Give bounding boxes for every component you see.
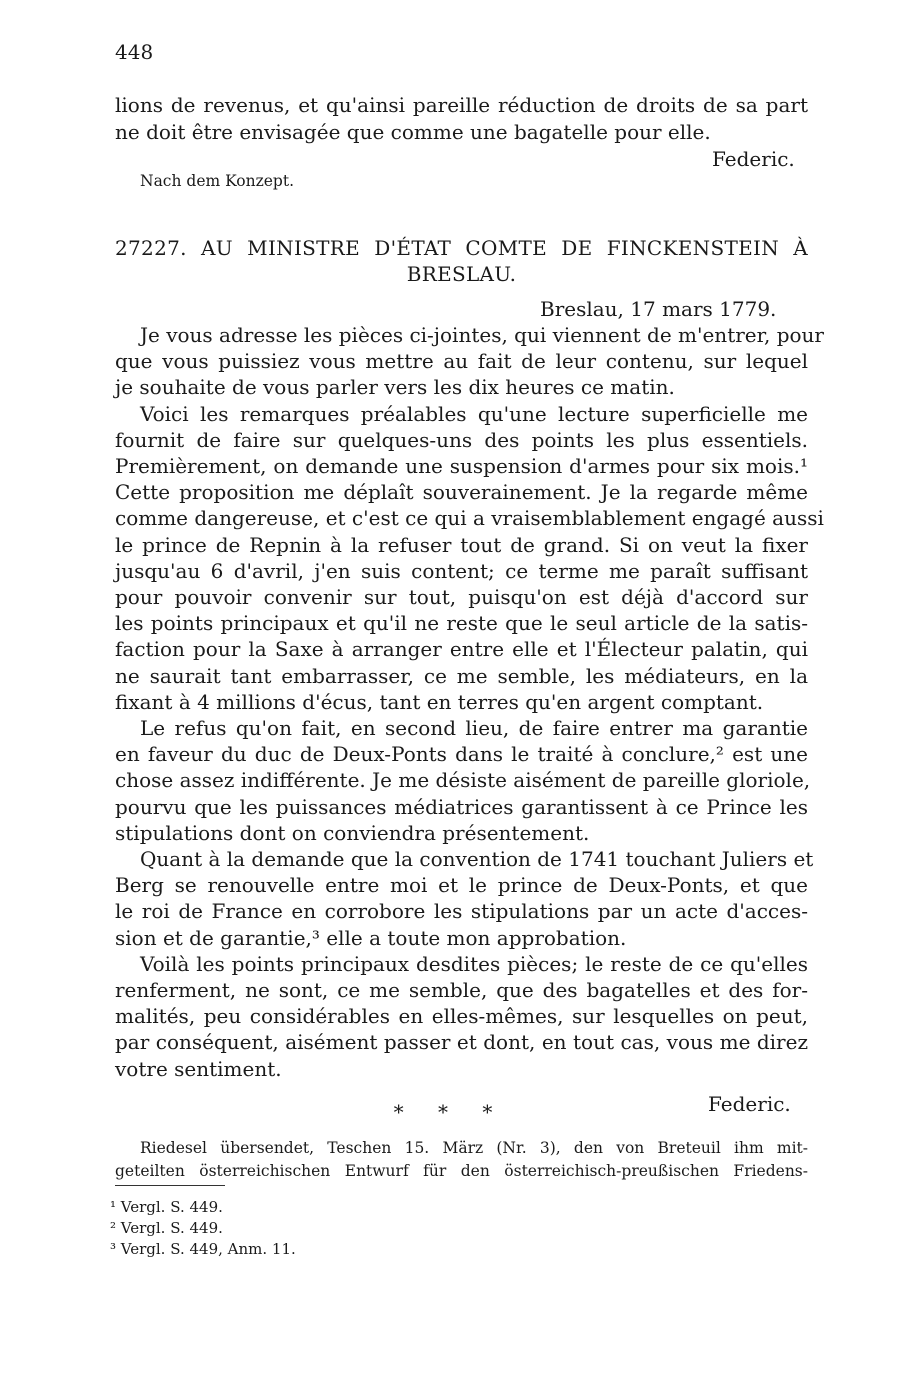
body-line — [115, 899, 808, 923]
body-line-text: je souhaite de vous parler vers les dix heures ce matin. — [115, 375, 675, 400]
body-line — [115, 506, 824, 531]
body-line-text: pour pouvoir convenir sur tout, puisqu'on est déjà d'accord sur — [115, 585, 808, 609]
body-line-text: fournit de faire sur quelques-uns des points les plus essentiels. — [115, 427, 808, 452]
body-line — [115, 428, 808, 452]
body-line-text: Le refus qu'on fait, en second lieu, de faire entrer ma garantie — [140, 716, 808, 740]
body-line-text: Cette proposition me déplaît souverainement. Je la regarde même — [115, 480, 808, 505]
body-line — [115, 375, 675, 399]
body-line-text: le prince de Repnin à la refuser tout de grand. Si on veut la fixer — [115, 532, 808, 557]
letter-signature: Federic. — [708, 1092, 791, 1116]
intro-line — [115, 93, 808, 117]
body-line — [115, 637, 808, 661]
body-line — [115, 821, 589, 845]
footnote: ¹ Vergl. S. 449. — [110, 1198, 223, 1216]
footnote: ³ Vergl. S. 449, Anm. 11. — [110, 1240, 296, 1258]
body-line-text: le roi de France en corrobore les stipulations par un acte d'acces- — [115, 899, 808, 924]
note-line — [115, 1162, 808, 1180]
body-line-text: Premièrement, on demande une suspension d'armes pour six mois.¹ — [115, 454, 808, 478]
letter-heading-line1: 27227. AU MINISTRE D'ÉTAT COMTE DE FINCKENSTEIN À — [115, 236, 808, 260]
body-line — [140, 952, 808, 976]
body-line-text: Quant à la demande que la convention de 1741 touchant Juliers et — [140, 847, 814, 871]
body-line-text: renferment, ne sont, ce me semble, que des bagatelles et des for- — [115, 978, 808, 1002]
body-line-text: stipulations dont on conviendra présentement. — [115, 820, 590, 845]
body-line — [115, 926, 626, 950]
body-line-text: sion et de garantie,³ elle a toute mon approbation. — [115, 925, 627, 950]
body-line — [115, 585, 808, 609]
body-line-text: les points principaux et qu'il ne reste que le seul article de la satis- — [115, 611, 808, 636]
section-separator: * * * — [393, 1100, 507, 1124]
footnote-divider — [115, 1185, 225, 1186]
body-line-text: Berg se renouvelle entre moi et le prince de Deux-Ponts, et que — [115, 873, 808, 898]
body-line — [115, 742, 808, 766]
body-line-text: faction pour la Saxe à arranger entre elle et l'Électeur palatin, qui — [115, 637, 808, 662]
body-line — [140, 402, 808, 426]
body-line-text: en faveur du duc de Deux-Ponts dans le traité à conclure,² est une — [115, 742, 808, 767]
note-line — [140, 1139, 808, 1157]
source-note: Nach dem Konzept. — [140, 172, 295, 190]
body-line — [115, 1057, 282, 1081]
intro-line — [115, 120, 711, 144]
body-line-text: que vous puissiez vous mettre au fait de leur contenu, sur lequel — [115, 349, 808, 374]
body-line — [115, 349, 808, 373]
intro-signature: Federic. — [712, 147, 795, 171]
body-line — [115, 978, 808, 1002]
body-line — [115, 480, 808, 504]
letter-dateline: Breslau, 17 mars 1779. — [540, 297, 777, 321]
body-line-text: votre sentiment. — [115, 1056, 282, 1081]
body-line — [115, 533, 808, 557]
body-line — [115, 611, 808, 635]
body-line — [115, 690, 763, 714]
body-line-text: Voilà les points principaux desdites pièces; le reste de ce qu'elles — [140, 951, 808, 976]
page-number: 448 — [115, 40, 154, 64]
body-line-text: fixant à 4 millions d'écus, tant en terres qu'en argent comptant. — [115, 689, 764, 714]
body-line — [140, 716, 808, 740]
intro-line-text: lions de revenus, et qu'ainsi pareille réduction de droits de sa part — [115, 93, 808, 117]
body-line-text: par conséquent, aisément passer et dont, en tout cas, vous me direz — [115, 1030, 808, 1055]
body-line — [115, 1004, 808, 1028]
letter-heading — [115, 236, 808, 260]
body-line — [115, 795, 808, 819]
body-line — [140, 847, 814, 871]
footnote: ² Vergl. S. 449. — [110, 1219, 223, 1237]
body-line-text: jusqu'au 6 d'avril, j'en suis content; ce terme me paraît suffisant — [115, 558, 808, 583]
intro-line-text: ne doit être envisagée que comme une bagatelle pour elle. — [115, 120, 711, 144]
body-line-text: ne saurait tant embarrasser, ce me semble, les médiateurs, en la — [115, 663, 808, 688]
body-line-text: comme dangereuse, et c'est ce qui a vraisemblablement engagé aussi — [115, 506, 824, 531]
body-line — [115, 664, 808, 688]
body-line-text: Voici les remarques préalables qu'une lecture superficielle me — [140, 401, 808, 426]
body-line-text: pourvu que les puissances médiatrices garantissent à ce Prince les — [115, 794, 808, 819]
body-line — [115, 873, 808, 897]
note-line-text: Riedesel übersendet, Teschen 15. März (Nr. 3), den von Breteuil ihm mit- — [140, 1139, 808, 1157]
body-line-text: Je vous adresse les pièces ci-jointes, qui viennent de m'entrer, pour — [140, 323, 824, 347]
note-line-text: geteilten österreichischen Entwurf für den österreichisch-preußischen Friedens- — [115, 1162, 808, 1180]
body-line — [115, 1030, 808, 1054]
body-line — [115, 454, 808, 478]
body-line-text: malités, peu considérables en elles-mêmes, sur lesquelles on peut, — [115, 1004, 808, 1029]
body-line — [115, 559, 808, 583]
letter-heading-line2: BRESLAU. — [406, 262, 517, 286]
body-line — [115, 768, 811, 793]
body-line-text: chose assez indifférente. Je me désiste aisément de pareille gloriole, — [115, 768, 811, 793]
body-line — [140, 323, 824, 347]
